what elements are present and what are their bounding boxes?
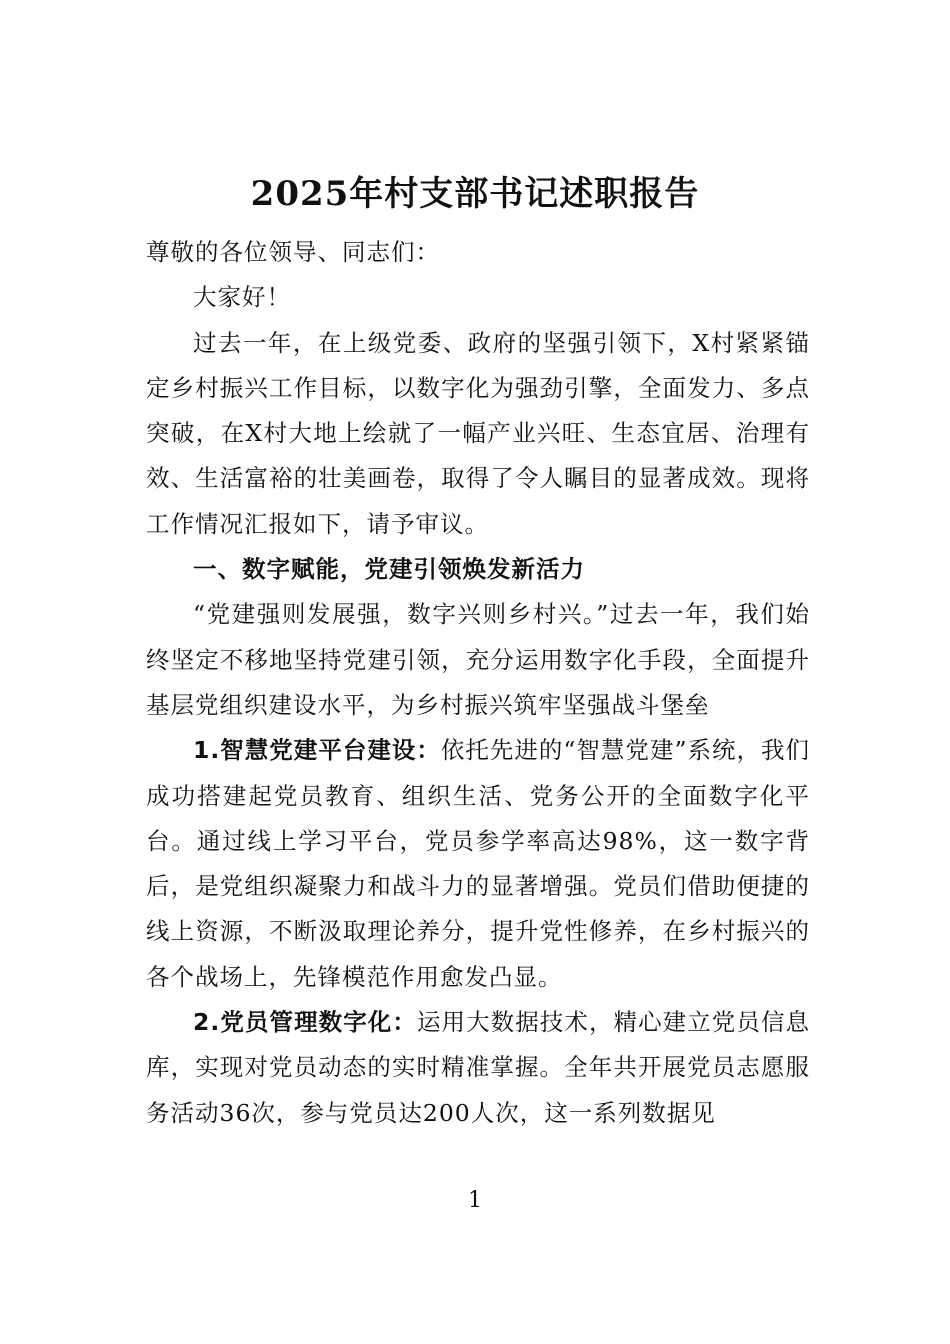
item-label-1: 1.智慧党建平台建设： — [193, 736, 441, 765]
salutation: 尊敬的各位领导、同志们： — [146, 238, 440, 266]
section-lead-paragraph: “党建强则发展强，数字兴则乡村兴。”过去一年，我们始终坚定不移地坚持党建引领，充分运用数字化手段，全面提升基层党组织建设水平，为乡村振兴筑牢坚强战斗堡垒 — [146, 600, 810, 719]
greeting: 大家好！ — [193, 283, 291, 312]
page-number: 1 — [468, 1188, 482, 1213]
document-title: 2025年村支部书记述职报告 — [250, 174, 700, 214]
item-text-2: 运用大数据技术，精心建立党员信息库，实现对党员动态的实时精准掌握。全年共开展党员志愿服务活动36次，参与党员达200人次，这一系列数据见 — [146, 1008, 811, 1127]
item-paragraph-1 — [146, 728, 810, 1000]
item-paragraph-2 — [146, 1000, 810, 1136]
document-body — [146, 230, 810, 1136]
section-heading: 一、数字赋能，党建引领焕发新活力 — [193, 555, 585, 584]
intro-paragraph: 过去一年，在上级党委、政府的坚强引领下，X村紧紧锚定乡村振兴工作目标，以数字化为强劲引擎，全面发力、多点突破，在X村大地上绘就了一幅产业兴旺、生态宜居、治理有效、生活富裕的壮美画卷，取得了令人瞩目的显著成效。现将工作情况汇报如下，请予审议。 — [146, 328, 810, 538]
item-label-2: 2.党员管理数字化： — [193, 1008, 417, 1037]
item-text-1: 依托先进的“智慧党建”系统，我们成功搭建起党员教育、组织生活、党务公开的全面数字化平台。通过线上学习平台，党员参学率高达98%，这一数字背后，是党组织凝聚力和战斗力的显著增强。党员们借助便捷的线上资源，不断汲取理论养分，提升党性修养，在乡村振兴的各个战场上，先锋模范作用愈发凸显。 — [146, 736, 810, 991]
